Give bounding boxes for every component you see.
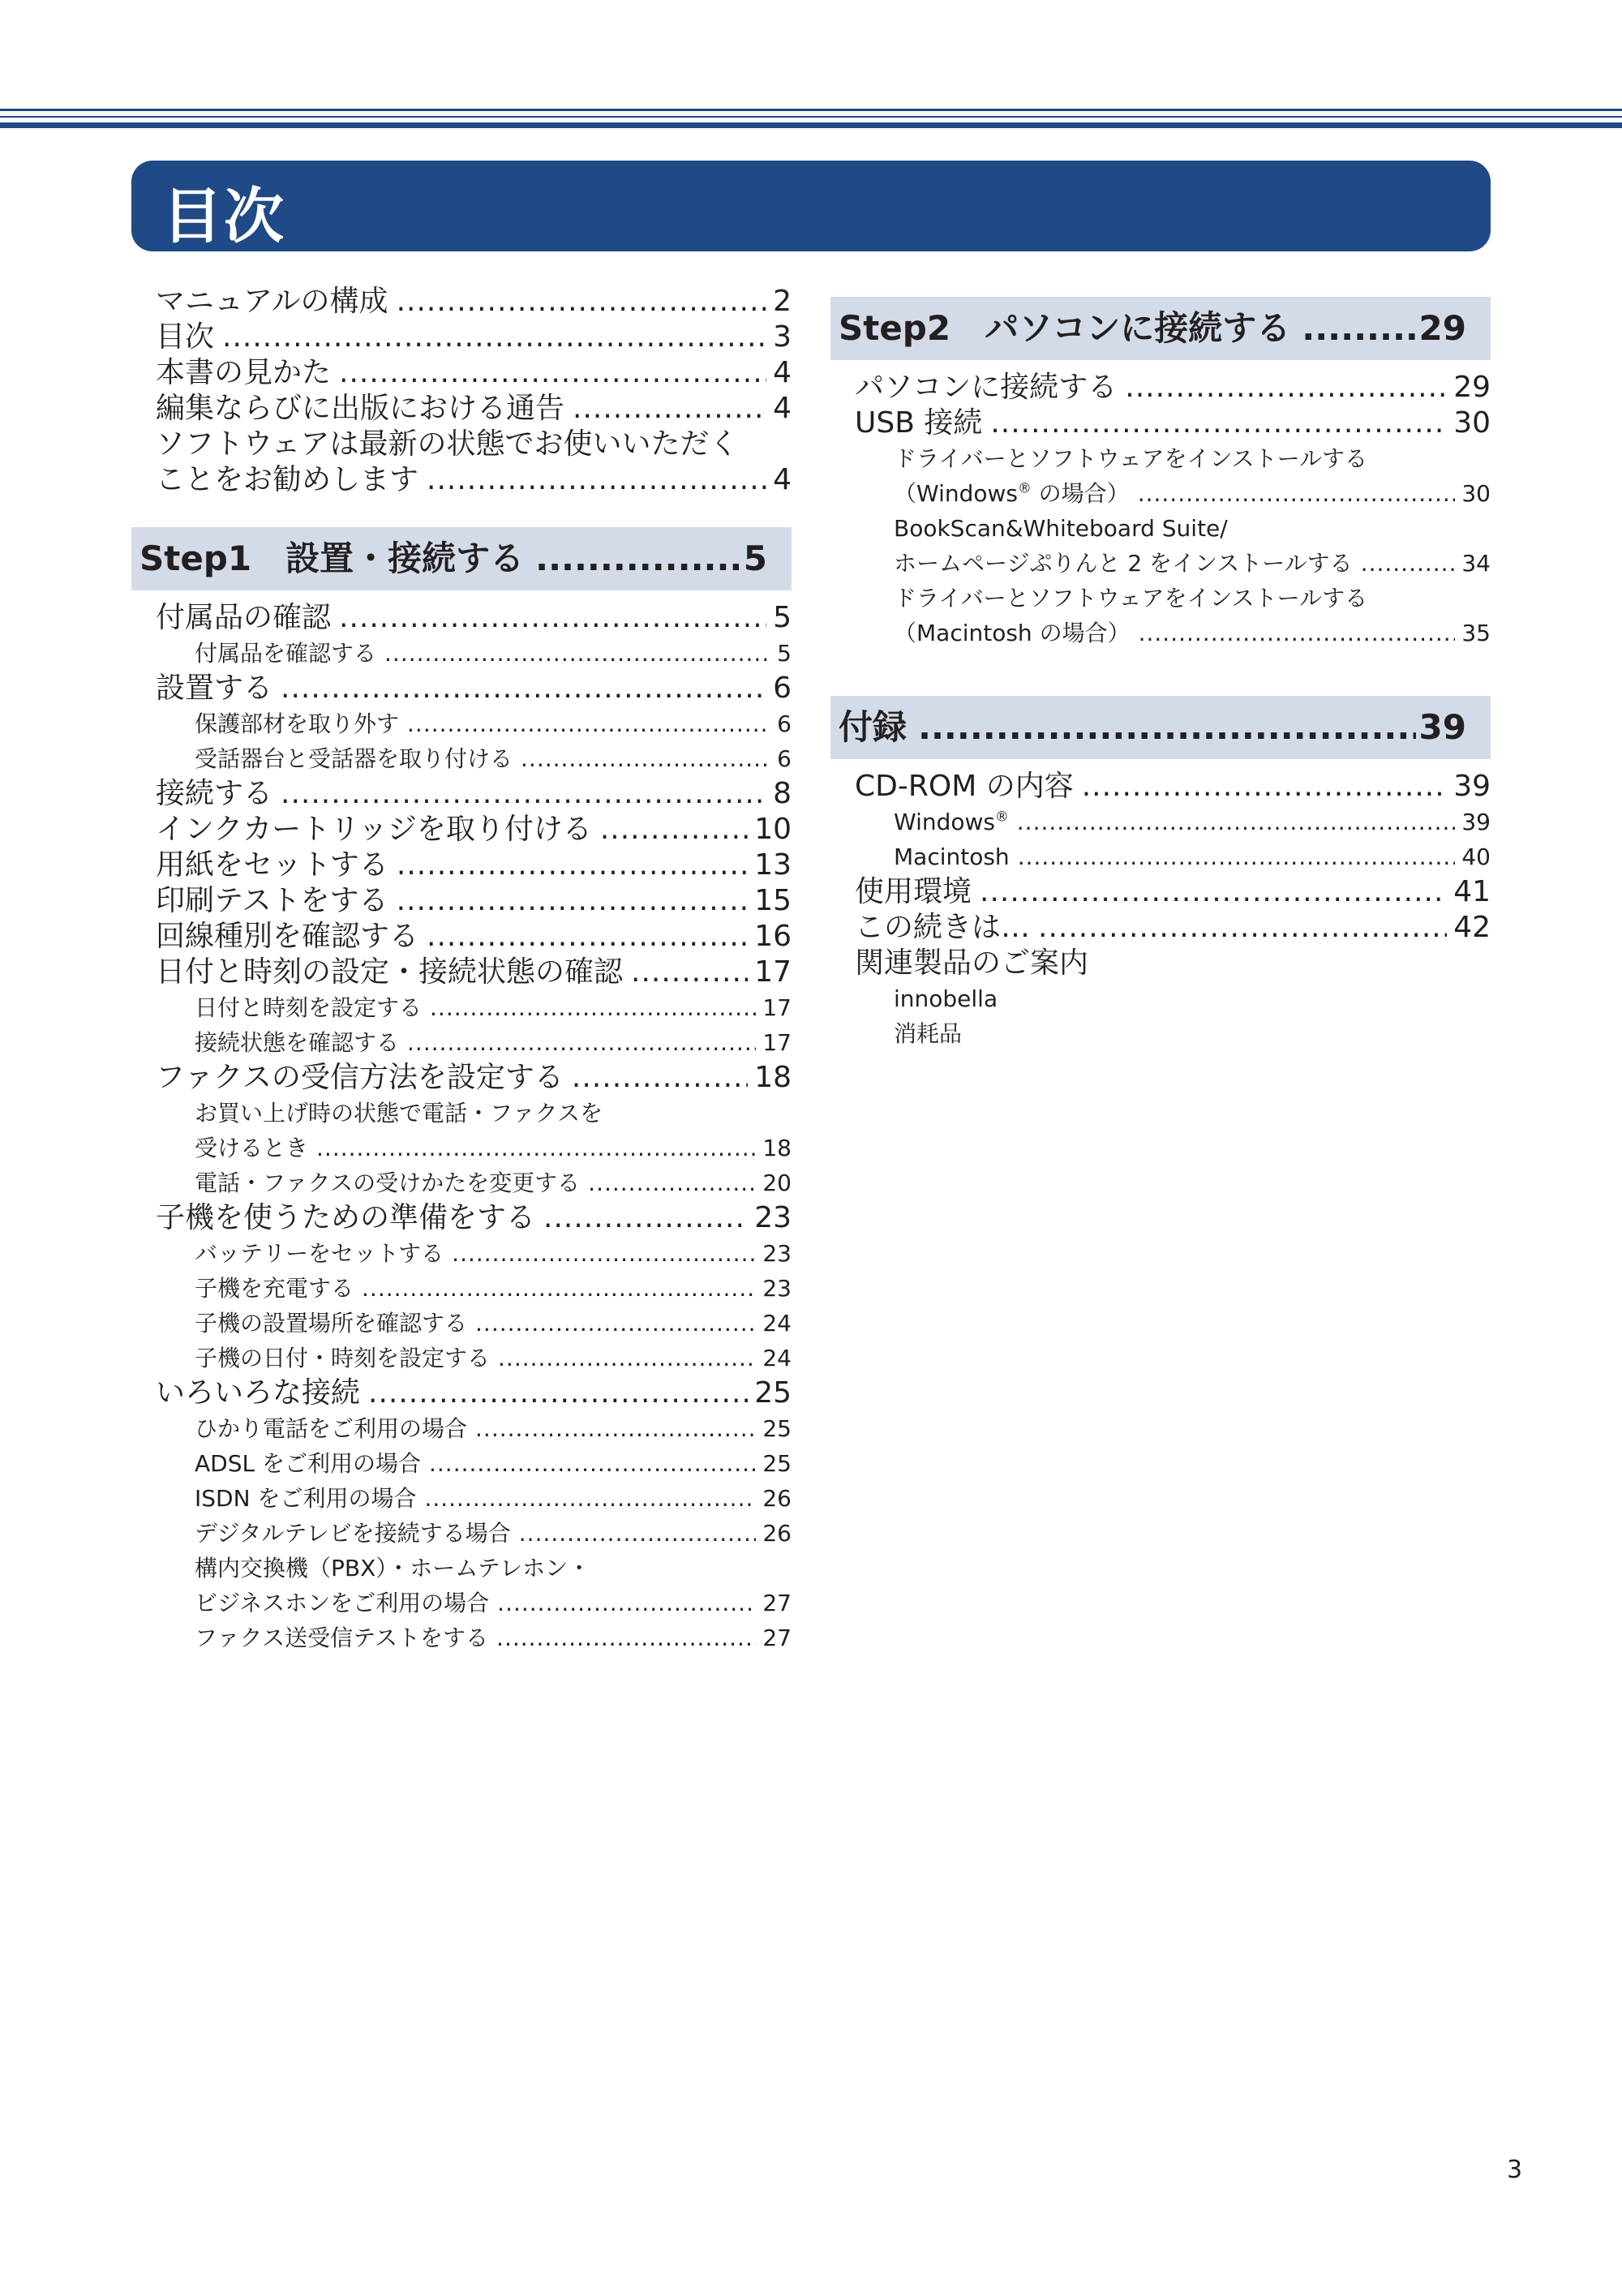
toc-entry[interactable]: 用紙をセットする ..... 13	[131, 848, 792, 883]
toc-entry[interactable]: パソコンに接続する ..... 29	[830, 370, 1491, 406]
page-number: 3	[1507, 2156, 1523, 2184]
toc-subentry[interactable]: innobella	[894, 985, 998, 1012]
toc-subentry[interactable]: Windows® ..... 39	[830, 805, 1491, 839]
toc-subentry[interactable]: （Windows® の場合） ..... 30	[830, 476, 1491, 511]
toc-subentry[interactable]: ホームページぷりんと 2 をインストールする ..... 34	[830, 546, 1491, 581]
toc-entry[interactable]: 設置する ..... 6	[131, 671, 792, 706]
step1-heading[interactable]: Step1 設置・接続する ..... 5	[131, 527, 792, 590]
toc-entry[interactable]: 目次 ..... 3	[131, 320, 792, 355]
toc-subentry[interactable]: デジタルテレビを接続する場合 ..... 26	[131, 1516, 792, 1551]
header-rule	[0, 122, 1622, 128]
toc-entry[interactable]: いろいろな接続 ..... 25	[131, 1375, 792, 1411]
toc-subentry[interactable]: 保護部材を取り外す ..... 6	[131, 706, 792, 741]
toc-subentry[interactable]: ひかり電話をご利用の場合 ..... 25	[131, 1411, 792, 1446]
toc-entry[interactable]: 印刷テストをする ..... 15	[131, 883, 792, 919]
header-rule	[0, 109, 1622, 111]
toc-entry[interactable]: マニュアルの構成 ..... 2	[131, 284, 792, 320]
toc-subentry[interactable]: 電話・ファクスの受けかたを変更する ..... 20	[131, 1165, 792, 1200]
toc-entry[interactable]: 編集ならびに出版における通告 ..... 4	[131, 391, 792, 427]
toc-subentry[interactable]: 子機を充電する ..... 23	[131, 1271, 792, 1306]
toc-entry[interactable]: 付属品の確認 ..... 5	[131, 600, 792, 636]
step2-heading[interactable]: Step2 パソコンに接続する ..... 29	[830, 297, 1491, 360]
toc-subentry[interactable]: 接続状態を確認する ..... 17	[131, 1025, 792, 1060]
toc-subentry[interactable]: 日付と時刻を設定する ..... 17	[131, 990, 792, 1025]
toc-entry[interactable]: USB 接続 ..... 30	[830, 406, 1491, 441]
page-title: 目次	[162, 182, 285, 251]
toc-entry[interactable]: ことをお勧めします ..... 4	[131, 462, 792, 498]
toc-right-column	[830, 297, 1491, 1051]
toc-entry[interactable]: 子機を使うための準備をする ..... 23	[131, 1200, 792, 1236]
toc-subentry[interactable]: Macintosh ..... 40	[830, 839, 1491, 874]
toc-entry[interactable]: ファクスの受信方法を設定する ..... 18	[131, 1060, 792, 1096]
toc-subentry-line1: BookScan&Whiteboard Suite/	[894, 515, 1228, 542]
toc-subentry-line1: ドライバーとソフトウェアをインストールする	[894, 445, 1368, 472]
toc-entry-line1: ソフトウェアは最新の状態でお使いいただく	[156, 427, 739, 461]
toc-subentry-line1: ドライバーとソフトウェアをインストールする	[894, 585, 1368, 612]
toc-entry[interactable]: この続きは… ..... 42	[830, 910, 1491, 946]
toc-entry[interactable]: 本書の見かた ..... 4	[131, 355, 792, 391]
toc-subentry[interactable]: 子機の設置場所を確認する ..... 24	[131, 1306, 792, 1341]
toc-entry[interactable]: 使用環境 ..... 41	[830, 874, 1491, 910]
toc-subentry[interactable]: 子機の日付・時刻を設定する ..... 24	[131, 1341, 792, 1375]
toc-subentry[interactable]: 受話器台と受話器を取り付ける ..... 6	[131, 741, 792, 776]
toc-subentry[interactable]: 受けるとき ..... 18	[131, 1131, 792, 1165]
toc-entry[interactable]: 接続する ..... 8	[131, 776, 792, 812]
toc-left-column	[131, 284, 792, 1655]
toc-subentry[interactable]: ADSL をご利用の場合 ..... 25	[131, 1446, 792, 1481]
toc-subentry[interactable]: バッテリーをセットする ..... 23	[131, 1236, 792, 1271]
toc-subentry-line1: お買い上げ時の状態で電話・ファクスを	[195, 1100, 603, 1127]
appendix-heading[interactable]: 付録 ..... 39	[830, 696, 1491, 759]
toc-subentry[interactable]: （Macintosh の場合） ..... 35	[830, 616, 1491, 650]
toc-entry[interactable]: 関連製品のご案内	[855, 946, 1089, 980]
toc-subentry[interactable]: ビジネスホンをご利用の場合 ..... 27	[131, 1586, 792, 1620]
header-rule	[0, 116, 1622, 118]
toc-entry[interactable]: インクカートリッジを取り付ける ..... 10	[131, 812, 792, 848]
toc-entry[interactable]: 回線種別を確認する ..... 16	[131, 919, 792, 955]
toc-title-bar	[131, 161, 1491, 251]
toc-subentry[interactable]: 付属品を確認する ..... 5	[131, 636, 792, 671]
toc-subentry[interactable]: ISDN をご利用の場合 ..... 26	[131, 1481, 792, 1516]
toc-subentry[interactable]: 消耗品	[894, 1020, 963, 1047]
toc-entry[interactable]: 日付と時刻の設定・接続状態の確認 ..... 17	[131, 955, 792, 990]
toc-entry[interactable]: CD-ROM の内容 ..... 39	[830, 769, 1491, 805]
toc-subentry[interactable]: ファクス送受信テストをする ..... 27	[131, 1620, 792, 1655]
toc-subentry-line1: 構内交換機（PBX）・ホームテレホン・	[195, 1555, 591, 1581]
